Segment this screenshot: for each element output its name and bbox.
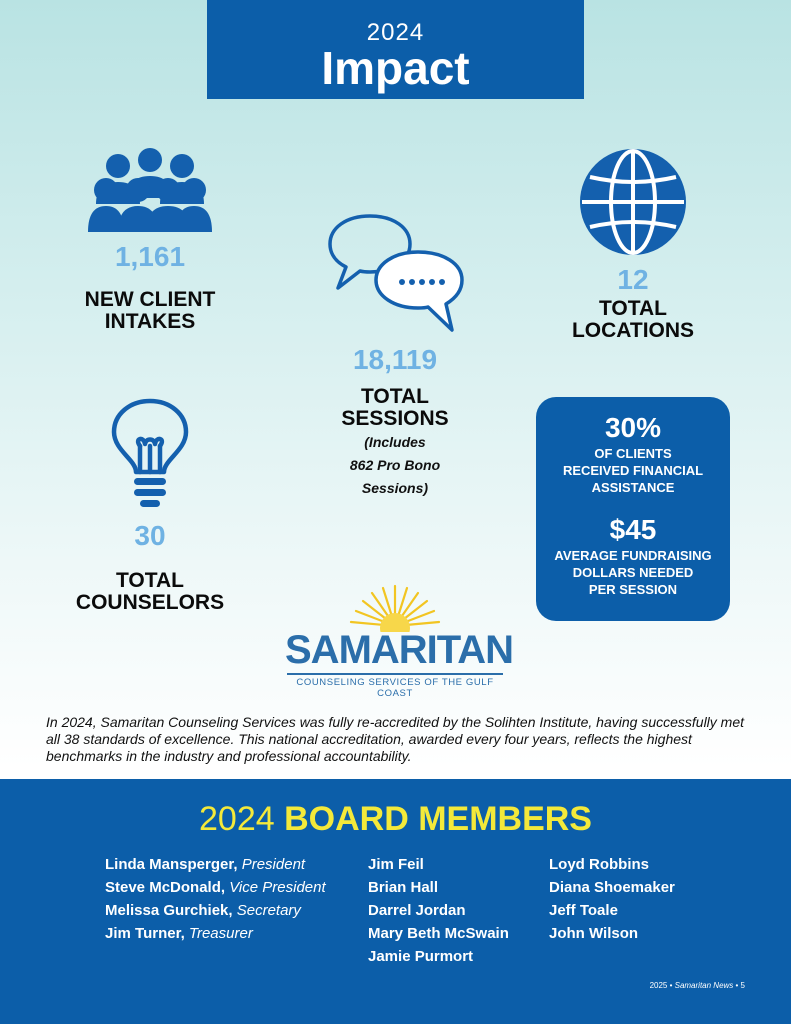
- footer-year: 2025: [649, 981, 668, 990]
- accreditation-text: In 2024, Samaritan Counseling Services was fully re-accredited by the Solihten Institute, having successfully met all 38 standards of excellence. This national accreditation, awarded every four years, reflects the highest benchmarks in the industry and professional accountability.: [46, 714, 745, 764]
- page-footer: 2025 • Samaritan News • 5: [649, 981, 745, 990]
- locations-label-line1: TOTAL: [598, 297, 668, 320]
- intakes-label-line2: INTAKES: [104, 310, 196, 333]
- officer-role: Treasurer: [188, 925, 253, 942]
- assistance-line2: RECEIVED FINANCIAL: [562, 463, 704, 478]
- lightbulb-icon: [110, 398, 190, 514]
- financial-assistance-box: [536, 397, 730, 621]
- officer-name: Steve McDonald,: [105, 879, 226, 896]
- board-member: Loyd Robbins: [549, 856, 649, 873]
- officer-entry: [105, 899, 326, 922]
- counselors-label-line2: COUNSELORS: [75, 591, 225, 614]
- intakes-label-line1: NEW CLIENT: [84, 288, 216, 311]
- sessions-note-line1: (Includes: [364, 434, 426, 450]
- page-title: Impact: [321, 42, 470, 94]
- board-member: Darrel Jordan: [368, 902, 466, 919]
- fundraising-line1: AVERAGE FUNDRAISING: [554, 548, 712, 563]
- sun-icon: [345, 582, 445, 632]
- board-member: Mary Beth McSwain: [368, 925, 509, 942]
- people-icon: [88, 146, 212, 236]
- globe-icon: [578, 147, 688, 257]
- board-member: Brian Hall: [368, 879, 439, 896]
- board-members-column-2: [368, 853, 509, 968]
- board-member: John Wilson: [549, 925, 639, 942]
- counselors-label-line1: TOTAL: [115, 569, 185, 592]
- officer-role: President: [241, 856, 306, 873]
- counselors-number: 30: [134, 520, 166, 551]
- fundraising-line3: PER SESSION: [588, 582, 678, 597]
- board-title: [0, 799, 791, 839]
- footer-publication: Samaritan News: [674, 981, 734, 990]
- logo-tagline: COUNSELING SERVICES OF THE GULF COAST: [296, 677, 494, 699]
- logo-divider: [287, 673, 503, 675]
- sessions-label-line1: TOTAL: [360, 385, 430, 408]
- locations-number: 12: [617, 264, 649, 295]
- assistance-percent: 30%: [604, 412, 662, 443]
- samaritan-logo: [285, 582, 514, 699]
- officer-name: Melissa Gurchiek,: [105, 902, 233, 919]
- sessions-note-line2: 862 Pro Bono: [349, 457, 441, 473]
- logo-wordmark: SAMARITAN: [285, 628, 514, 672]
- board-member: Diana Shoemaker: [549, 879, 675, 896]
- sessions-note-line3: Sessions): [361, 480, 429, 496]
- officer-role: Secretary: [236, 902, 301, 919]
- officer-entry: [105, 922, 326, 945]
- locations-label-line2: LOCATIONS: [571, 319, 695, 342]
- officer-entry: [105, 853, 326, 876]
- board-title-text: BOARD MEMBERS: [284, 800, 592, 838]
- board-members-column-3: [549, 853, 675, 945]
- fundraising-dollars: $45: [609, 514, 657, 545]
- board-title-year: 2024: [199, 800, 275, 838]
- officer-name: Jim Turner,: [105, 925, 185, 942]
- fundraising-line2: DOLLARS NEEDED: [572, 565, 694, 580]
- sessions-label-line2: SESSIONS: [341, 407, 449, 430]
- officer-role: Vice President: [229, 879, 326, 896]
- officer-entry: [105, 876, 326, 899]
- board-member: Jeff Toale: [549, 902, 618, 919]
- board-officers-column: [105, 853, 326, 945]
- page-title-box: [207, 0, 584, 99]
- assistance-line3: ASSISTANCE: [591, 480, 675, 495]
- board-section: [0, 779, 791, 1024]
- officer-name: Linda Mansperger,: [105, 856, 238, 873]
- intakes-number: 1,161: [114, 241, 186, 272]
- assistance-line1: OF CLIENTS: [594, 446, 672, 461]
- footer-page-number: 5: [740, 981, 745, 990]
- chat-bubbles-icon: [326, 212, 466, 334]
- title-year: 2024: [366, 19, 425, 46]
- board-member: Jamie Purmort: [368, 948, 474, 965]
- board-member: Jim Feil: [368, 856, 424, 873]
- sessions-number: 18,119: [352, 344, 438, 375]
